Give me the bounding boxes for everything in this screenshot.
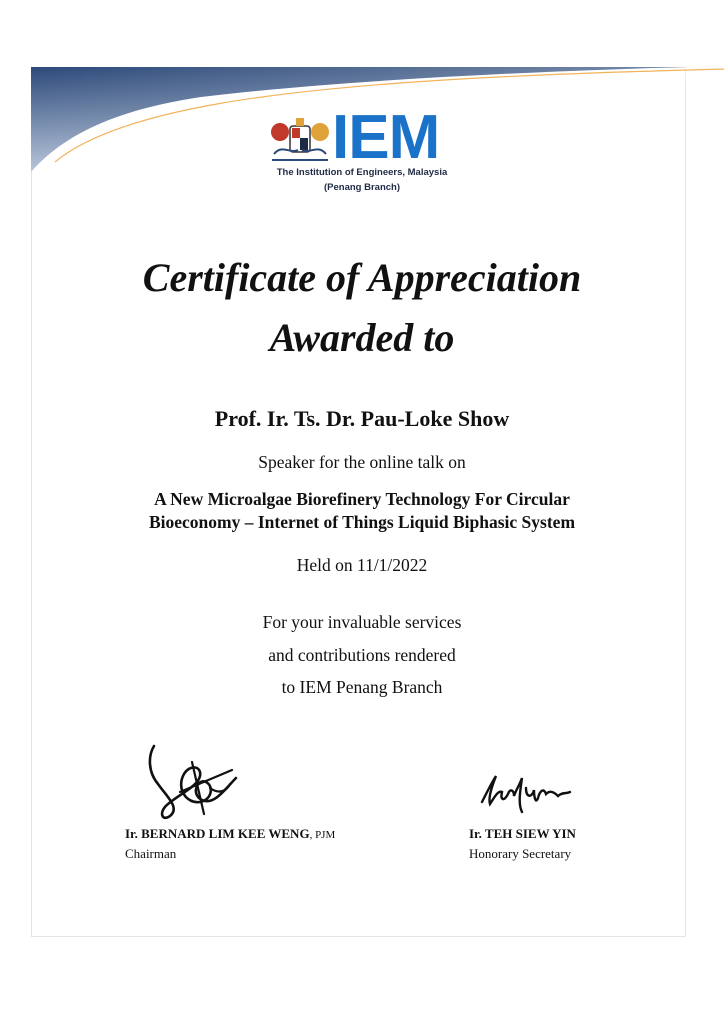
title-line-2: Awarded to	[269, 315, 455, 360]
speaker-line: Speaker for the online talk on	[258, 452, 466, 472]
topic-line-1: A New Microalgae Biorefinery Technology For Circular	[154, 489, 570, 509]
secretary-signature	[476, 768, 586, 818]
iem-wordmark: IEM	[332, 103, 440, 172]
iem-crest-emblem	[268, 114, 332, 166]
chairman-signature	[140, 742, 250, 824]
branch-name: (Penang Branch)	[323, 182, 400, 193]
chairman-honorific: , PJM	[309, 829, 336, 841]
topic-line-2: Bioeconomy – Internet of Things Liquid Biphasic System	[148, 512, 576, 532]
organization-name: The Institution of Engineers, Malaysia	[276, 167, 448, 178]
recipient-name: Prof. Ir. Ts. Dr. Pau-Loke Show	[214, 406, 510, 431]
secretary-name: Ir. TEH SIEW YIN	[469, 826, 576, 841]
appreciation-line-3: to IEM Penang Branch	[281, 677, 443, 697]
chairman-name: Ir. BERNARD LIM KEE WENG	[125, 826, 310, 841]
appreciation-line-1: For your invaluable services	[262, 612, 462, 632]
talk-topic	[0, 488, 724, 534]
title-line-1: Certificate of Appreciation	[142, 255, 582, 300]
chairman-name-line	[125, 826, 335, 842]
appreciation-line-2: and contributions rendered	[268, 645, 456, 665]
chairman-title: Chairman	[125, 846, 177, 861]
iem-logo	[264, 103, 460, 198]
held-on-date: Held on 11/1/2022	[296, 555, 428, 575]
certificate-title	[0, 248, 724, 368]
secretary-title: Honorary Secretary	[469, 846, 572, 861]
